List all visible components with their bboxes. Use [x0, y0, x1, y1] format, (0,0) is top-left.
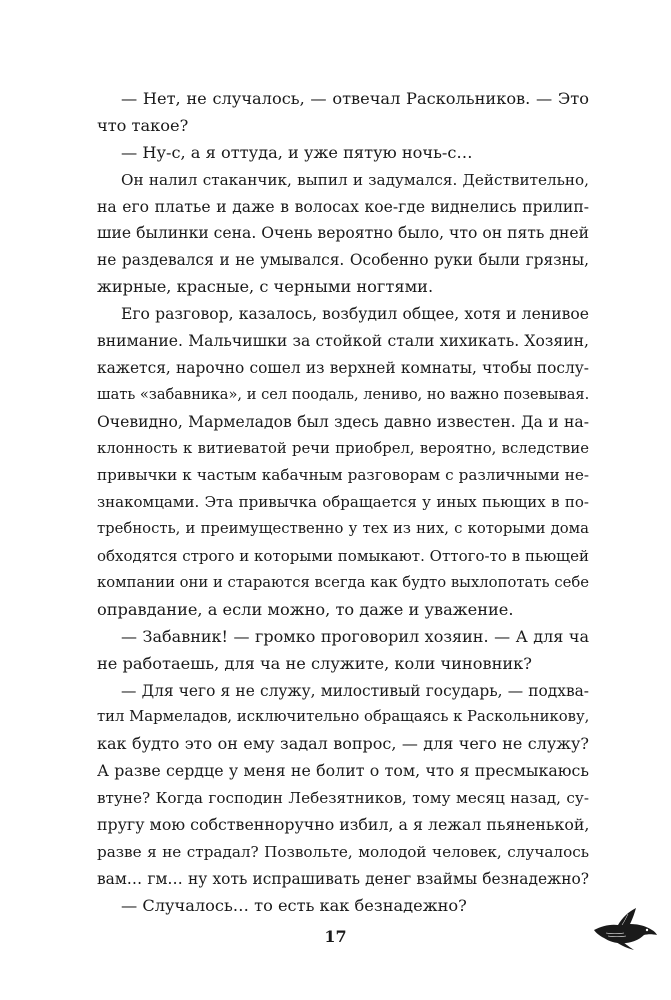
text-line: вам… гм… ну хоть испрашивать денег взаймы безнадежно? [97, 869, 589, 888]
text-line: — Нет, не случалось, — отвечал Раскольников. — Это [121, 89, 589, 108]
text-line: Он налил стаканчик, выпил и задумался. Действительно, [121, 170, 589, 189]
text-line: пругу мою собственноручно избил, а я лежал пьяненькой, [97, 815, 590, 835]
text-line: Его разговор, казалось, возбудил общее, хотя и ленивое [121, 305, 589, 324]
text-line: внимание. Мальчишки за стойкой стали хихикать. Хозяин, [97, 332, 589, 351]
text-line: — Случалось… то есть как безнадежно? [121, 895, 467, 915]
text-line: — Для чего я не служу, милостивый государь, — подхва- [121, 681, 589, 700]
text-line: шие былинки сена. Очень вероятно было, что он пять дней [97, 224, 589, 243]
text-line: шать «забавника», и сел поодаль, лениво, но важно позевывая. [97, 385, 590, 403]
text-line: компании они и стараются всегда как будто выхлопотать себе [97, 574, 590, 592]
text-line: тил Мармеладов, исключительно обращаясь к Раскольникову, [97, 708, 590, 726]
text-line: жирные, красные, с черными ногтями. [97, 277, 434, 297]
text-line: не раздевался и не умывался. Особенно руки были грязны, [97, 251, 589, 270]
text-line: обходятся строго и которыми помыкают. Оттого-то в пьющей [97, 547, 589, 566]
text-line: — Ну-с, а я оттуда, и уже пятую ночь-с… [121, 142, 473, 162]
text-line: требность, и преимущественно у тех из них, с которыми дома [97, 520, 589, 538]
text-line: клонность к витиеватой речи приобрел, вероятно, вследствие [97, 439, 589, 457]
text-line: — Забавник! — громко проговорил хозяин. — А для ча [121, 626, 589, 646]
text-line: А разве сердце у меня не болит о том, что я пресмыкаюсь [97, 761, 589, 781]
text-line: кажется, нарочно сошел из верхней комнаты, чтобы послу- [97, 358, 589, 377]
text-line: разве я не страдал? Позвольте, молодой человек, случалось [97, 842, 589, 861]
text-line: оправдание, а если можно, то даже и уважение. [97, 599, 514, 619]
text-line: на его платье и даже в волосах кое-где виднелись прилип- [97, 197, 589, 216]
bird-icon [592, 906, 658, 952]
text-line: знакомцами. Эта привычка обращается у иных пьющих в по- [97, 493, 589, 512]
text-line: что такое? [97, 115, 189, 135]
body-text [97, 86, 589, 920]
text-line: не работаешь, для ча не служите, коли чиновник? [97, 653, 532, 673]
page-number: 17 [324, 927, 347, 946]
text-line: как будто это он ему задал вопрос, — для чего не служу? [97, 734, 589, 754]
text-line: привычки к частым кабачным разговорам с различными не- [97, 466, 589, 485]
text-line: втуне? Когда господин Лебезятников, тому месяц назад, су- [97, 789, 589, 808]
text-line: Очевидно, Мармеладов был здесь давно известен. Да и на- [97, 412, 589, 431]
